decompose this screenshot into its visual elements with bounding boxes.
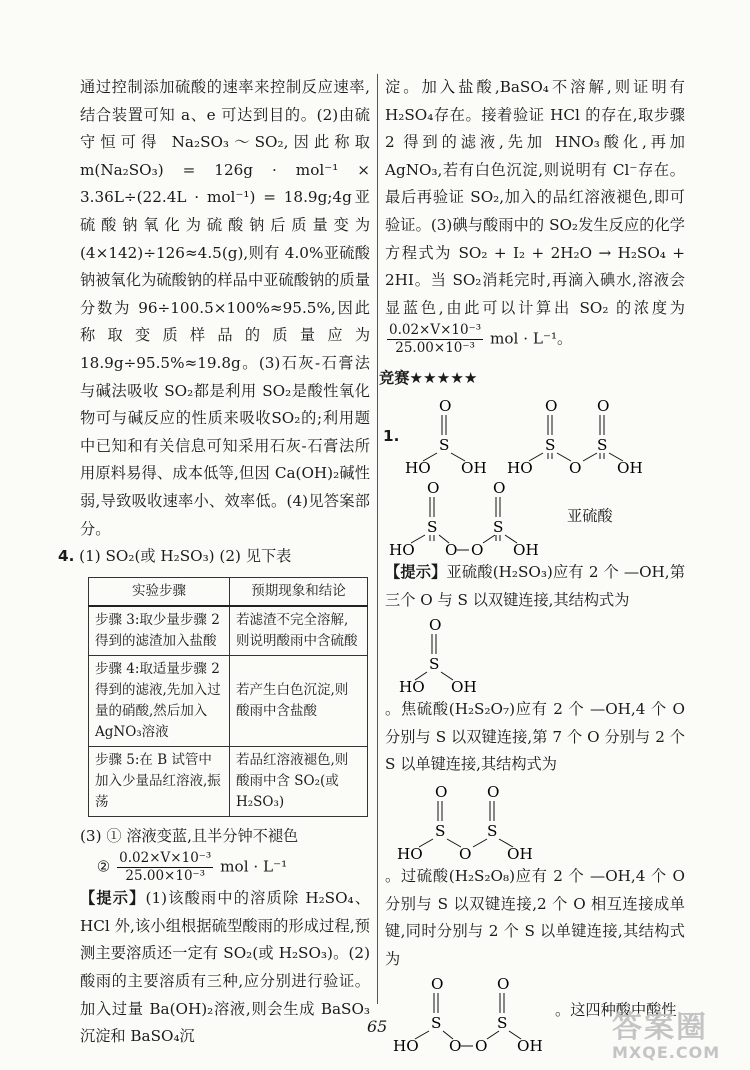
answer-3-continuation: 通过控制添加硫酸的速率来控制反应速率,结合装置可知 a、e 可达到目的。(2)由硫守恒可得 Na₂SO₃～SO₂,因此称取 m(Na₂SO₃) = 126g · mol⁻¹ × 3.36L÷(22.4L · mol⁻¹) = 18.9g;4g亚硫酸钠氧化为硫酸钠后质量变为(4×142)÷126≈4.5(g),则有 4.0%亚硫酸钠被氧化为硫酸钠的样品中亚硫酸钠的质量分数为 96÷100.5×100%≈95.5%,因此称取变质样品的质量应为18.9g÷95.5%≈19.8g。(3)石灰-石膏法与碱法吸收 SO₂都是利用 SO₂是酸性氧化物可与碱反应的性质来吸收SO₂的;利用题中已知和有关信息可知采用石灰-石膏法所用原料易得、成本低等,但因 Ca(OH)₂碱性弱,导致吸收速率小、效率低。(4)见答案部分。: [80, 78, 370, 538]
atom-label: O: [445, 540, 458, 557]
table-cell: 步骤 3:取少量步骤 2 得到的滤渣加入盐酸: [89, 606, 230, 656]
atom-label: O: [545, 396, 558, 415]
fraction-numerator: 0.02×V×10⁻³: [389, 322, 482, 339]
table-row: [89, 746, 368, 816]
section-heading: 竞赛★★★★★: [379, 369, 478, 388]
atom-label: S: [429, 655, 440, 674]
atom-label: S: [497, 1014, 508, 1033]
pyrosulfuric-acid-structure: [505, 395, 685, 475]
atom-label: OH: [507, 844, 533, 861]
atom-label: O: [429, 616, 442, 635]
question-4-answer: (1) SO₂(或 H₂SO₃) (2) 见下表: [79, 547, 292, 566]
table-cell: 步骤 4:取适量步骤 2 得到的滤液,先加入过量的硝酸,然后加入 AgNO₃溶液: [89, 655, 230, 746]
atom-label: O: [459, 844, 472, 861]
tip-paragraph: [80, 885, 370, 1051]
fraction-unit: mol · L⁻¹。: [489, 329, 573, 348]
atom-label: HO: [389, 540, 415, 557]
tip-label: 【提示】: [80, 889, 146, 908]
fraction-unit: mol · L⁻¹: [220, 857, 288, 876]
atom-label: S: [431, 1014, 442, 1033]
table-header-cell: 实验步骤: [89, 577, 230, 606]
atom-label: S: [439, 435, 450, 454]
atom-label: S: [487, 821, 498, 840]
answer-4-3-1: (3) ① 溶液变蓝,且半分钟不褪色: [80, 826, 299, 845]
atom-label: O: [435, 782, 448, 801]
page-number: 65: [367, 1017, 388, 1036]
structures-row-1: [385, 395, 685, 475]
atom-label: S: [597, 435, 608, 454]
watermark-logo-text: 答案圈: [612, 1010, 708, 1045]
atom-label: HO: [397, 844, 423, 861]
tip-paragraph: [385, 559, 685, 614]
right-column: [379, 74, 686, 1054]
question-number: 4.: [58, 547, 75, 566]
tip-continuation: [385, 74, 685, 357]
atom-label: O: [487, 782, 500, 801]
table-cell: 若产生白色沉淀,则酸雨中含盐酸: [230, 655, 368, 746]
atom-label: O: [475, 1037, 488, 1054]
table-header-row: [89, 577, 368, 606]
atom-label: OH: [617, 458, 643, 475]
fraction-denominator: 25.00×10⁻³: [395, 340, 475, 357]
atom-label: O: [439, 396, 452, 415]
fraction-numerator: 0.02×V×10⁻³: [119, 850, 212, 867]
atom-label: HO: [405, 458, 431, 475]
atom-label: O: [471, 540, 484, 557]
tip-label: 【提示】: [385, 562, 447, 581]
atom-label: HO: [399, 678, 425, 695]
table-header-cell: 预期现象和结论: [230, 577, 368, 606]
atom-label: HO: [393, 1037, 419, 1054]
atom-label: O: [427, 478, 440, 497]
atom-label: O: [431, 975, 444, 994]
column-divider: [377, 74, 378, 1004]
left-column: [58, 74, 371, 1051]
atom-label: OH: [461, 458, 487, 475]
structures-row-2: [385, 475, 685, 559]
experiment-table: [88, 577, 368, 817]
table-cell: 若滤渣不完全溶解,则说明酸雨中含硫酸: [230, 606, 368, 656]
atom-label: OH: [513, 540, 539, 557]
atom-label: S: [493, 517, 504, 536]
atom-label: O: [493, 478, 506, 497]
concentration-fraction: [117, 850, 213, 885]
atom-label: S: [435, 821, 446, 840]
tip-text-4: 。这四种酸中酸性: [555, 1001, 677, 1020]
concentration-fraction: [387, 322, 483, 357]
table-cell: 步骤 5:在 B 试管中加入少量品红溶液,振荡: [89, 746, 230, 816]
watermark-url: MXQE.COM: [612, 1043, 721, 1062]
tip-text: (1)该酸雨中的溶质除 H₂SO₄、HCl 外,该小组根据硫型酸雨的形成过程,预测主要溶质还一定有 SO₂(或 H₂SO₃)。(2)酸雨的主要溶质有三种,应分别进行验证。加入过量 Ba(OH)₂溶液,则会生成 BaSO₃沉淀和 BaSO₄沉: [80, 889, 371, 1046]
atom-label: OH: [451, 678, 477, 695]
atom-label: HO: [507, 458, 533, 475]
inline-structure-row: [385, 614, 685, 696]
atom-label: O: [569, 458, 582, 475]
sulfurous-acid-structure: [399, 614, 489, 694]
question-number: 1.: [383, 426, 400, 445]
question-4-line: [58, 543, 370, 571]
atom-label: S: [427, 517, 438, 536]
atom-label: OH: [517, 1037, 543, 1054]
circled-number: ②: [96, 857, 111, 876]
watermark: [612, 1012, 732, 1064]
sulfurous-acid-label: 亚硫酸: [567, 506, 613, 525]
inline-structure-row: [385, 779, 685, 863]
sulfurous-acid-structure: [403, 395, 513, 475]
atom-label: O: [449, 1037, 462, 1054]
tip-text-3: 。过硫酸(H₂S₂O₈)应有 2 个 —OH,4 个 O 分别与 S 以双键连接,2 个 O 相互连接成单键,同时分别与 2 个 S 以单键连接,其结构式为: [385, 866, 685, 968]
table-row: [89, 655, 368, 746]
answer-4-3-2: [80, 850, 370, 885]
table-cell: 若品红溶液褪色,则酸雨中含 SO₂(或 H₂SO₃): [230, 746, 368, 816]
atom-label: O: [597, 396, 610, 415]
tip-continuation-text: 淀。加入盐酸,BaSO₄不溶解,则证明有 H₂SO₄存在。接着验证 HCl 的存在,取步骤 2 得到的滤液,先加 HNO₃酸化,再加 AgNO₃,若有白色沉淀,则说明有 Cl⁻存在。最后再验证 SO₂,加入的品红溶液褪色,即可验证。(3)碘与酸雨中的 SO₂发生反应的化学方程式为 SO₂ + I₂ + 2H₂O → H₂SO₄ + 2HI。当 SO₂消耗完时,再滴入碘水,溶液会显蓝色,由此可以计算出 SO₂ 的浓度为: [385, 78, 685, 317]
persulfuric-acid-structure: [387, 477, 567, 557]
atom-label: O: [497, 975, 510, 994]
table-row: [89, 606, 368, 656]
atom-label: S: [545, 435, 556, 454]
tip-text: 亚硫酸(H₂SO₃)应有 2 个 —OH,第三个 O 与 S 以双键连接,其结构式为: [385, 562, 686, 609]
tip-text-2: 。焦硫酸(H₂S₂O₇)应有 2 个 —OH,4 个 O 分别与 S 以双键连接,第 7 个 O 分别与 2 个 S 以单键连接,其结构式为: [385, 700, 685, 774]
persulfuric-acid-structure: [391, 973, 571, 1053]
fraction-denominator: 25.00×10⁻³: [125, 868, 206, 885]
pyrosulfuric-acid-structure: [395, 781, 575, 861]
